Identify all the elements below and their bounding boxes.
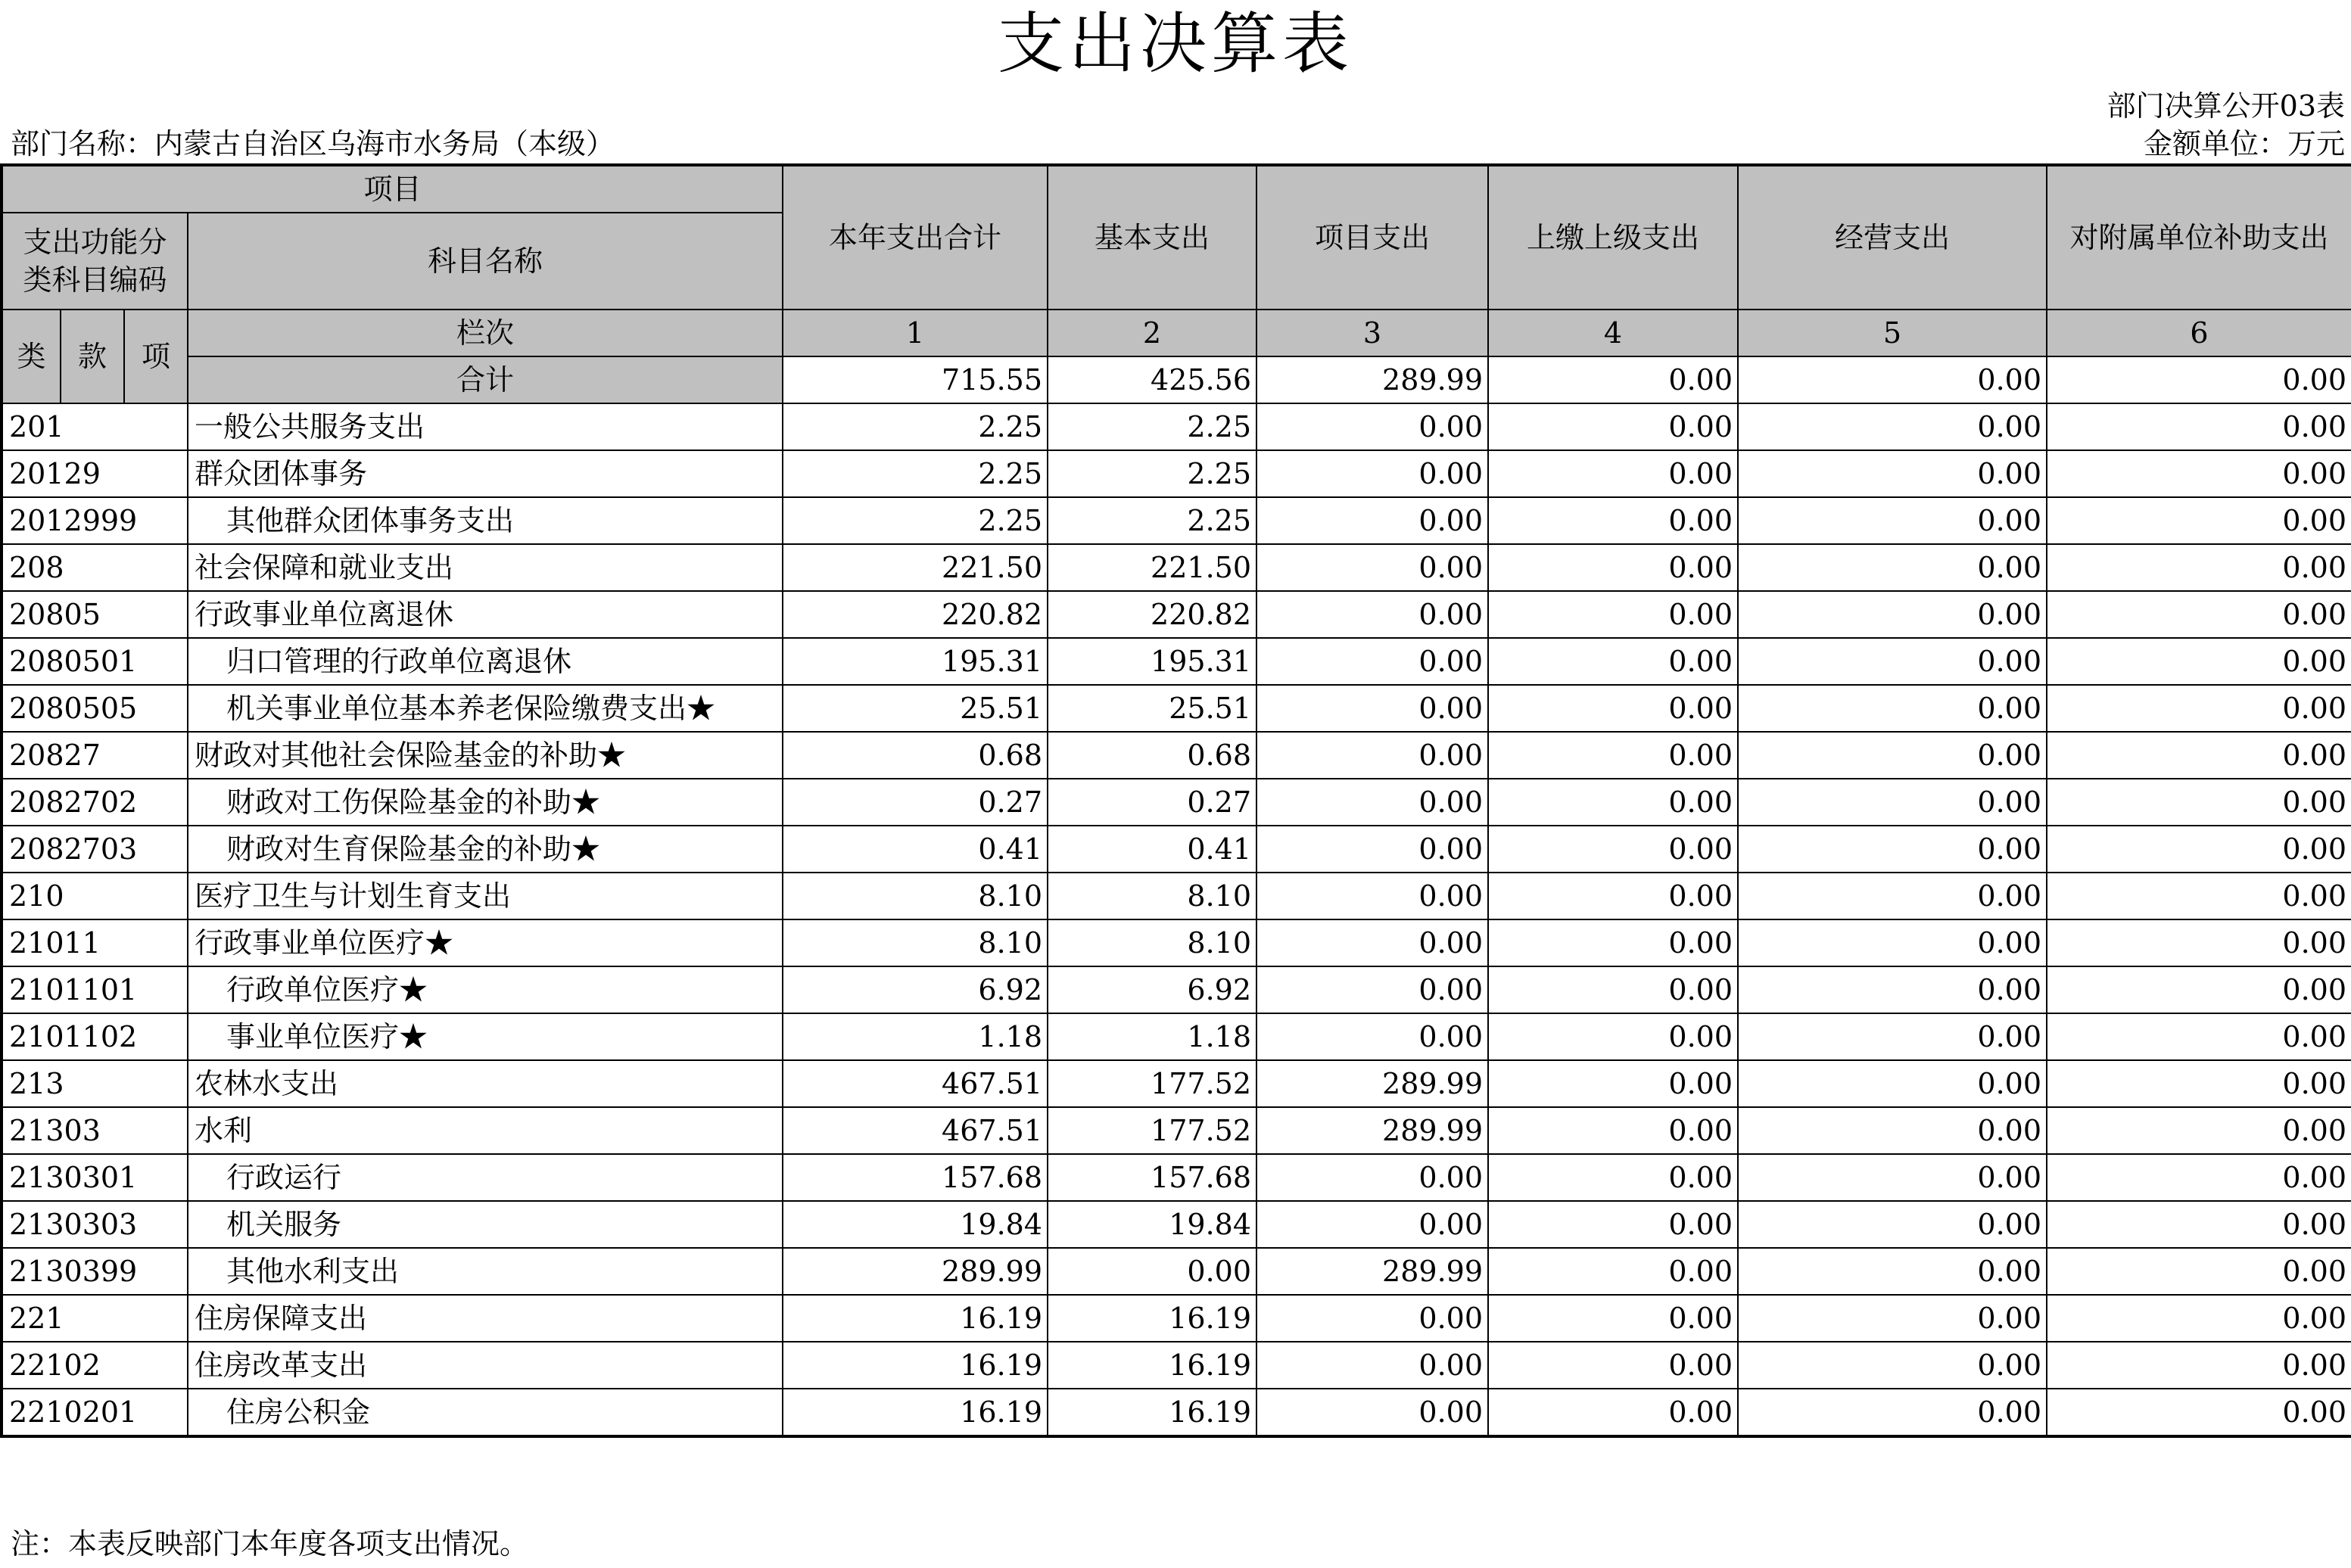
amount-cell: 0.00	[2047, 919, 2351, 966]
table-row	[2, 732, 2351, 779]
amount-cell: 289.99	[1256, 1248, 1488, 1295]
amount-cell: 0.00	[1738, 403, 2047, 450]
amount-cell: 0.00	[1738, 1342, 2047, 1389]
table-row	[2, 1342, 2351, 1389]
amount-cell: 0.00	[1738, 1154, 2047, 1201]
amount-cell: 0.00	[1256, 591, 1488, 638]
subject-code: 21011	[2, 919, 188, 966]
subject-code: 2130399	[2, 1248, 188, 1295]
amount-cell: 0.00	[2047, 403, 2351, 450]
amount-cell: 0.00	[2047, 966, 2351, 1013]
header-col-3: 项目支出	[1256, 165, 1488, 310]
subject-code: 221	[2, 1295, 188, 1342]
table-row	[2, 1013, 2351, 1060]
subject-code: 2130301	[2, 1154, 188, 1201]
amount-cell: 2.25	[783, 403, 1048, 450]
subject-code: 2210201	[2, 1389, 188, 1436]
amount-cell: 6.92	[1048, 966, 1256, 1013]
amount-cell: 467.51	[783, 1060, 1048, 1107]
amount-cell: 0.00	[1738, 450, 2047, 497]
subject-name: 行政单位医疗★	[188, 966, 783, 1013]
amount-cell: 0.00	[1488, 497, 1738, 544]
footnote: 注：本表反映部门本年度各项支出情况。	[11, 1527, 529, 1560]
subject-code: 2130303	[2, 1201, 188, 1248]
amount-cell: 0.00	[2047, 1389, 2351, 1436]
amount-cell: 0.00	[1256, 685, 1488, 732]
total-value: 425.56	[1048, 356, 1256, 403]
total-value: 289.99	[1256, 356, 1488, 403]
amount-cell: 0.00	[1488, 685, 1738, 732]
amount-cell: 157.68	[783, 1154, 1048, 1201]
amount-cell: 6.92	[783, 966, 1048, 1013]
table-row	[2, 1295, 2351, 1342]
amount-cell: 0.00	[1738, 685, 2047, 732]
subject-code: 20805	[2, 591, 188, 638]
header-func-code: 支出功能分类科目编码	[2, 213, 188, 310]
amount-cell: 195.31	[783, 638, 1048, 685]
subject-name: 医疗卫生与计划生育支出	[188, 873, 783, 919]
amount-cell: 0.00	[1488, 544, 1738, 591]
subject-name: 行政事业单位医疗★	[188, 919, 783, 966]
header-xiang: 项	[124, 310, 188, 403]
amount-cell: 0.00	[1738, 732, 2047, 779]
subject-code: 2101102	[2, 1013, 188, 1060]
amount-cell: 16.19	[1048, 1389, 1256, 1436]
amount-cell: 0.00	[1488, 638, 1738, 685]
subject-name: 社会保障和就业支出	[188, 544, 783, 591]
amount-cell: 0.00	[1488, 1201, 1738, 1248]
table-row	[2, 1107, 2351, 1154]
amount-cell: 0.00	[2047, 826, 2351, 873]
header-col-1: 本年支出合计	[783, 165, 1048, 310]
amount-cell: 8.10	[1048, 873, 1256, 919]
amount-cell: 0.00	[1256, 638, 1488, 685]
amount-cell: 0.00	[2047, 779, 2351, 826]
amount-cell: 0.00	[2047, 1295, 2351, 1342]
amount-cell: 25.51	[783, 685, 1048, 732]
subject-code: 20129	[2, 450, 188, 497]
amount-cell: 0.00	[2047, 1013, 2351, 1060]
table-row	[2, 450, 2351, 497]
total-row	[2, 356, 2351, 403]
amount-cell: 0.00	[1256, 1013, 1488, 1060]
amount-cell: 16.19	[1048, 1295, 1256, 1342]
amount-cell: 2.25	[1048, 450, 1256, 497]
table-row	[2, 1060, 2351, 1107]
subject-code: 2080505	[2, 685, 188, 732]
amount-cell: 0.00	[1488, 826, 1738, 873]
total-label: 合计	[188, 356, 783, 403]
header-kuan: 款	[61, 310, 124, 403]
amount-cell: 19.84	[783, 1201, 1048, 1248]
amount-cell: 0.00	[1738, 1107, 2047, 1154]
amount-cell: 0.00	[1738, 919, 2047, 966]
amount-cell: 0.00	[1256, 1295, 1488, 1342]
subject-name: 农林水支出	[188, 1060, 783, 1107]
subject-code: 2082702	[2, 779, 188, 826]
amount-cell: 0.00	[1488, 1013, 1738, 1060]
header-col-2: 基本支出	[1048, 165, 1256, 310]
amount-cell: 289.99	[1256, 1107, 1488, 1154]
amount-cell: 289.99	[1256, 1060, 1488, 1107]
amount-cell: 0.00	[1738, 544, 2047, 591]
amount-cell: 8.10	[1048, 919, 1256, 966]
subject-code: 21303	[2, 1107, 188, 1154]
amount-cell: 25.51	[1048, 685, 1256, 732]
subject-code: 201	[2, 403, 188, 450]
amount-cell: 177.52	[1048, 1107, 1256, 1154]
subject-name: 事业单位医疗★	[188, 1013, 783, 1060]
column-number: 4	[1488, 310, 1738, 356]
subject-name: 住房保障支出	[188, 1295, 783, 1342]
table-row	[2, 685, 2351, 732]
table-row	[2, 1248, 2351, 1295]
amount-cell: 0.00	[1256, 873, 1488, 919]
subject-code: 208	[2, 544, 188, 591]
amount-cell: 0.00	[1738, 497, 2047, 544]
amount-cell: 0.00	[1256, 497, 1488, 544]
table-row	[2, 403, 2351, 450]
subject-code: 2080501	[2, 638, 188, 685]
amount-cell: 16.19	[783, 1295, 1048, 1342]
subject-name: 其他水利支出	[188, 1248, 783, 1295]
amount-cell: 0.00	[1256, 966, 1488, 1013]
amount-cell: 0.00	[1488, 1295, 1738, 1342]
total-value: 0.00	[1488, 356, 1738, 403]
amount-cell: 0.00	[2047, 1154, 2351, 1201]
amount-cell: 0.00	[2047, 1060, 2351, 1107]
table-row	[2, 591, 2351, 638]
amount-cell: 0.00	[1488, 1154, 1738, 1201]
subject-name: 机关服务	[188, 1201, 783, 1248]
amount-cell: 0.00	[1256, 779, 1488, 826]
table-row	[2, 544, 2351, 591]
subject-name: 一般公共服务支出	[188, 403, 783, 450]
amount-cell: 0.00	[2047, 732, 2351, 779]
amount-cell: 0.68	[783, 732, 1048, 779]
table-row	[2, 1154, 2351, 1201]
header-project: 项目	[2, 165, 783, 213]
table-row	[2, 1389, 2351, 1436]
table-row	[2, 779, 2351, 826]
total-value: 0.00	[2047, 356, 2351, 403]
amount-cell: 0.00	[1256, 403, 1488, 450]
amount-cell: 289.99	[783, 1248, 1048, 1295]
subject-name: 住房改革支出	[188, 1342, 783, 1389]
amount-cell: 0.00	[1488, 966, 1738, 1013]
amount-cell: 0.00	[1738, 591, 2047, 638]
amount-cell: 1.18	[1048, 1013, 1256, 1060]
amount-cell: 0.00	[1256, 732, 1488, 779]
amount-cell: 0.00	[1488, 732, 1738, 779]
subject-code: 2012999	[2, 497, 188, 544]
subject-name: 归口管理的行政单位离退休	[188, 638, 783, 685]
subject-code: 22102	[2, 1342, 188, 1389]
header-column-order: 栏次	[188, 310, 783, 356]
amount-cell: 0.00	[1738, 779, 2047, 826]
amount-cell: 195.31	[1048, 638, 1256, 685]
subject-code: 210	[2, 873, 188, 919]
table-row	[2, 966, 2351, 1013]
amount-cell: 16.19	[1048, 1342, 1256, 1389]
amount-cell: 0.00	[1256, 826, 1488, 873]
amount-cell: 0.00	[1738, 1295, 2047, 1342]
table-row	[2, 1201, 2351, 1248]
amount-cell: 0.00	[1256, 1154, 1488, 1201]
amount-cell: 0.00	[2047, 544, 2351, 591]
amount-cell: 0.00	[1738, 638, 2047, 685]
amount-cell: 221.50	[783, 544, 1048, 591]
form-code: 部门决算公开03表	[2107, 89, 2345, 123]
amount-cell: 2.25	[1048, 403, 1256, 450]
amount-cell: 467.51	[783, 1107, 1048, 1154]
subject-name: 群众团体事务	[188, 450, 783, 497]
subject-code: 2082703	[2, 826, 188, 873]
amount-cell: 8.10	[783, 919, 1048, 966]
amount-cell: 0.68	[1048, 732, 1256, 779]
amount-cell: 0.00	[2047, 685, 2351, 732]
amount-cell: 0.00	[1488, 1389, 1738, 1436]
table-row	[2, 826, 2351, 873]
amount-cell: 0.00	[1738, 1013, 2047, 1060]
subject-name: 财政对其他社会保险基金的补助★	[188, 732, 783, 779]
amount-cell: 0.00	[1488, 591, 1738, 638]
amount-cell: 0.00	[2047, 1201, 2351, 1248]
amount-cell: 2.25	[783, 450, 1048, 497]
amount-cell: 0.00	[2047, 497, 2351, 544]
amount-cell: 220.82	[783, 591, 1048, 638]
subject-name: 机关事业单位基本养老保险缴费支出★	[188, 685, 783, 732]
amount-cell: 0.00	[1738, 873, 2047, 919]
subject-name: 其他群众团体事务支出	[188, 497, 783, 544]
subject-name: 住房公积金	[188, 1389, 783, 1436]
amount-cell: 0.00	[1256, 544, 1488, 591]
column-number: 3	[1256, 310, 1488, 356]
header-col-5: 经营支出	[1738, 165, 2047, 310]
amount-cell: 0.00	[1256, 1342, 1488, 1389]
amount-cell: 0.00	[1488, 1248, 1738, 1295]
amount-cell: 0.00	[1488, 403, 1738, 450]
amount-cell: 0.00	[1488, 450, 1738, 497]
header-col-6: 对附属单位补助支出	[2047, 165, 2351, 310]
amount-cell: 221.50	[1048, 544, 1256, 591]
amount-cell: 0.00	[1048, 1248, 1256, 1295]
column-number: 2	[1048, 310, 1256, 356]
amount-cell: 0.00	[1488, 1107, 1738, 1154]
column-number: 5	[1738, 310, 2047, 356]
amount-cell: 0.00	[2047, 591, 2351, 638]
amount-cell: 19.84	[1048, 1201, 1256, 1248]
subject-name: 行政运行	[188, 1154, 783, 1201]
table-row	[2, 919, 2351, 966]
amount-cell: 0.27	[1048, 779, 1256, 826]
amount-cell: 0.00	[2047, 450, 2351, 497]
amount-cell: 0.00	[1738, 1201, 2047, 1248]
amount-cell: 0.41	[1048, 826, 1256, 873]
amount-cell: 220.82	[1048, 591, 1256, 638]
subject-name: 水利	[188, 1107, 783, 1154]
department-name: 部门名称：内蒙古自治区乌海市水务局（本级）	[11, 127, 615, 160]
amount-cell: 0.00	[1738, 826, 2047, 873]
subject-name: 财政对生育保险基金的补助★	[188, 826, 783, 873]
amount-cell: 0.00	[1256, 450, 1488, 497]
table-row	[2, 873, 2351, 919]
amount-cell: 2.25	[783, 497, 1048, 544]
amount-cell: 0.00	[2047, 1107, 2351, 1154]
subject-code: 2101101	[2, 966, 188, 1013]
amount-cell: 0.27	[783, 779, 1048, 826]
amount-cell: 157.68	[1048, 1154, 1256, 1201]
amount-cell: 0.00	[1488, 1342, 1738, 1389]
amount-cell: 8.10	[783, 873, 1048, 919]
amount-cell: 0.00	[2047, 1342, 2351, 1389]
amount-cell: 0.00	[1488, 779, 1738, 826]
amount-cell: 0.00	[1738, 1389, 2047, 1436]
amount-cell: 0.00	[1738, 1060, 2047, 1107]
header-subject-name: 科目名称	[188, 213, 783, 310]
subject-code: 20827	[2, 732, 188, 779]
amount-cell: 0.00	[1488, 1060, 1738, 1107]
amount-cell: 16.19	[783, 1389, 1048, 1436]
subject-name: 行政事业单位离退休	[188, 591, 783, 638]
amount-cell: 0.00	[2047, 873, 2351, 919]
amount-cell: 0.00	[1256, 1201, 1488, 1248]
expenditure-table	[0, 163, 2351, 1438]
amount-cell: 0.00	[1256, 1389, 1488, 1436]
amount-cell: 0.00	[1738, 1248, 2047, 1295]
column-number: 1	[783, 310, 1048, 356]
total-value: 0.00	[1738, 356, 2047, 403]
amount-cell: 0.00	[2047, 1248, 2351, 1295]
table-row	[2, 638, 2351, 685]
amount-cell: 0.00	[1738, 966, 2047, 1013]
amount-cell: 0.00	[1488, 919, 1738, 966]
page-title: 支出决算表	[997, 5, 1353, 82]
amount-cell: 1.18	[783, 1013, 1048, 1060]
amount-cell: 0.41	[783, 826, 1048, 873]
subject-name: 财政对工伤保险基金的补助★	[188, 779, 783, 826]
header-col-4: 上缴上级支出	[1488, 165, 1738, 310]
table-row	[2, 497, 2351, 544]
subject-code: 213	[2, 1060, 188, 1107]
amount-cell: 2.25	[1048, 497, 1256, 544]
amount-unit: 金额单位：万元	[2143, 127, 2345, 160]
amount-cell: 0.00	[1488, 873, 1738, 919]
amount-cell: 0.00	[2047, 638, 2351, 685]
amount-cell: 177.52	[1048, 1060, 1256, 1107]
column-number: 6	[2047, 310, 2351, 356]
total-value: 715.55	[783, 356, 1048, 403]
header-lei: 类	[2, 310, 61, 403]
amount-cell: 16.19	[783, 1342, 1048, 1389]
amount-cell: 0.00	[1256, 919, 1488, 966]
